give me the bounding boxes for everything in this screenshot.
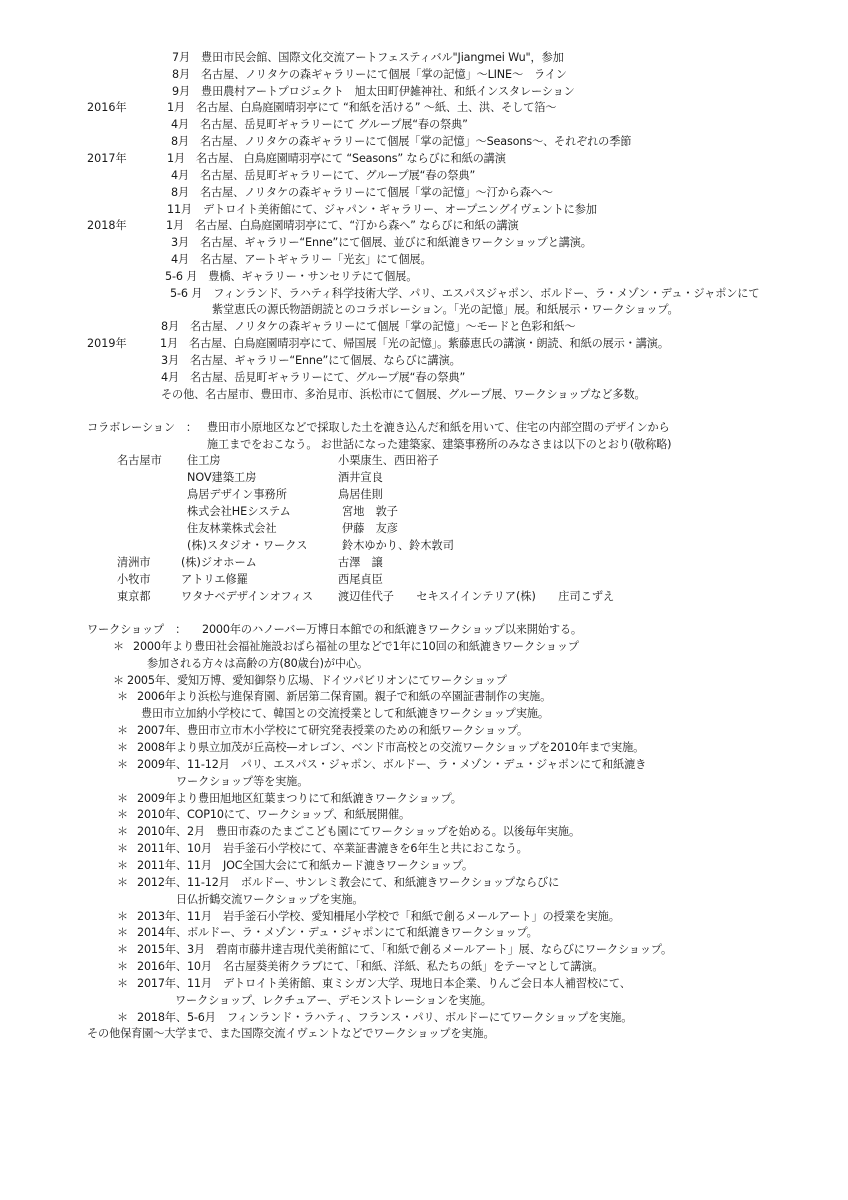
timeline-item: その他、名古屋市、豊田市、多治見市、浜松市にて個展、グループ展、ワークショップなど多数。 <box>161 388 646 401</box>
bullet-star: ＊ <box>117 1011 129 1024</box>
bullet-star: ＊ <box>117 724 129 737</box>
workshop-closing: その他保育園～大学まで、また国際交流イヴェントなどでワークショップを実施。 <box>87 1027 495 1040</box>
timeline-year: 2016年 <box>87 101 127 114</box>
collab-firm: (株)ジオホーム <box>181 556 257 569</box>
bullet-star: ＊ <box>117 926 129 939</box>
workshop-item: 参加される方々は高齢の方(80歳台)が中心。 <box>147 657 369 670</box>
timeline-item: 8月 名古屋、ノリタケの森ギャラリーにて個展「掌の記憶」～汀から森へ～ <box>171 186 553 199</box>
timeline-item: 9月 豊田農村アートプロジェクト 旭太田町伊雑神社、和紙インスタレーション <box>172 85 575 98</box>
timeline-item: 7月 豊田市民会館、国際文化交流アートフェスティバル"Jiangmei Wu"，参加 <box>172 51 564 64</box>
collab-city: 小牧市 <box>117 573 151 586</box>
workshop-item: ワークショップ、レクチュアー、デモンストレーションを実施。 <box>175 994 492 1007</box>
timeline-item: 4月 名古屋、岳見町ギャラリーにて、グループ展“春の祭典” <box>171 169 476 182</box>
workshop-item: 2010年、2月 豊田市森のたまごこども園にてワークショップを始める。以後毎年実施。 <box>137 825 581 838</box>
collaboration-desc: 豊田市小原地区などで採取した土を漉き込んだ和紙を用いて、住宅の内部空間のデザインから <box>207 421 670 434</box>
workshop-item: 2012年、11-12月 ボルドー、サンレミ教会にて、和紙漉きワークショップならびに <box>137 876 560 889</box>
workshop-item: 日仏折鶴交流ワークショップを実施。 <box>176 893 364 906</box>
workshop-intro: 2000年のハノーバー万博日本館での和紙漉きワークショップ以来開始する。 <box>202 623 582 636</box>
workshop-item: 2010年、COP10にて、ワークショップ、和紙展開催。 <box>137 808 411 821</box>
bullet-star: ＊ <box>117 859 129 872</box>
collab-city: 東京都 <box>117 590 151 603</box>
bullet-star: ＊ <box>117 690 129 703</box>
workshop-item: 2011年、11月 JOC全国大会にて和紙カード漉きワークショップ。 <box>137 859 474 872</box>
collab-people: 鳥居佳則 <box>338 488 383 501</box>
workshop-item: ワークショップ等を実施。 <box>176 775 309 788</box>
timeline-year: 2018年 <box>87 219 127 232</box>
bullet-star: ＊ <box>117 960 129 973</box>
timeline-item: 8月 名古屋、ノリタケの森ギャラリーにて個展「掌の記憶」～モードと色彩和紙～ <box>161 320 576 333</box>
collab-city: 清洲市 <box>117 556 151 569</box>
timeline-item: 5-6 月 豊橋、ギャラリー・サンセリテにて個展。 <box>165 270 418 283</box>
bullet-star: ＊ <box>117 977 129 990</box>
collab-firm: 鳥居デザイン事務所 <box>187 488 287 501</box>
collaboration-heading: コラボレーション ： <box>87 421 197 434</box>
bullet-star: ＊ <box>117 758 129 771</box>
timeline-item: 8月 名古屋、ノリタケの森ギャラリーにて個展「掌の記憶」～Seasons～、それぞれの季節 <box>171 135 632 148</box>
collaboration-desc: 施工までをおこなう。 お世話になった建築家、建築事務所のみなさまは以下のとおり(敬称略) <box>207 438 672 451</box>
collab-firm: 株式会社HEシステム <box>187 505 291 518</box>
collab-people: 酒井宣良 <box>338 471 383 484</box>
workshop-item: 2015年、3月 碧南市藤井達吉現代美術館にて、「和紙で創るメールアート」展、ならびにワークショップ。 <box>137 943 673 956</box>
collab-firm: 住工房 <box>187 454 221 467</box>
collab-firm: 住友林業株式会社 <box>187 522 277 535</box>
collab-people: 宮地 敦子 <box>342 505 398 518</box>
workshop-item: 2009年より豊田旭地区紅葉まつりにて和紙漉きワークショップ。 <box>137 792 462 805</box>
bullet-star: ＊ <box>117 876 129 889</box>
workshop-item: 2005年、愛知万博、愛知御祭り広場、ドイツパビリオンにてワークショップ <box>127 674 507 687</box>
workshop-item: 2008年より県立加茂が丘高校—オレゴン、ベンド市高校との交流ワークショップを2010年まで実施。 <box>137 741 645 754</box>
timeline-item: 紫堂恵氏の源氏物語朗読とのコラボレーション。「光の記憶」展。和紙展示・ワークショップ。 <box>212 303 679 316</box>
collab-firm: アトリエ修羅 <box>181 573 248 586</box>
timeline-item: 4月 名古屋、岳見町ギャラリーにて グループ展“春の祭典” <box>171 118 468 131</box>
timeline-item: 1月 名古屋、 白鳥庭園晴羽亭にて “Seasons” ならびに和紙の講演 <box>167 152 506 165</box>
collab-people: 古澤 譲 <box>338 556 383 569</box>
timeline-item: 3月 名古屋、ギャラリー“Enne”にて個展、並びに和紙漉きワークショップと講演。 <box>171 236 592 249</box>
timeline-item: 4月 名古屋、岳見町ギャラリーにて、グループ展“春の祭典” <box>161 371 466 384</box>
collab-city: 名古屋市 <box>117 454 162 467</box>
timeline-item: 1月 名古屋、白鳥庭園晴羽亭にて、帰国展「光の記憶」。紫藤恵氏の講演・朗読、和紙の展示・講演。 <box>160 337 669 350</box>
timeline-item: 1月 名古屋、白鳥庭園晴羽亭にて “和紙を活ける” ～紙、土、洪、そして箔～ <box>167 101 557 114</box>
collab-people: 小栗康生、西田裕子 <box>338 454 439 467</box>
timeline-item: 4月 名古屋、アートギャラリー「光玄」にて個展。 <box>171 253 432 266</box>
bullet-star: ＊ <box>117 842 129 855</box>
timeline-item: 1月 名古屋、白鳥庭園晴羽亭にて、“汀から森へ” ならびに和紙の講演 <box>166 219 519 232</box>
collab-people: 渡辺佳代子 セキスイインテリア(株) 庄司こずえ <box>338 590 615 603</box>
workshop-item: 2009年、11-12月 パリ、エスパス・ジャポン、ボルドー、ラ・メゾン・デュ・ジャポンにて和紙漉き <box>137 758 647 771</box>
workshop-item: 2018年、5-6月 フィンランド・ラハティ、フランス・パリ、ボルドーにてワークショップを実施。 <box>137 1011 633 1024</box>
bullet-star: ＊ <box>117 825 129 838</box>
timeline-item: 3月 名古屋、ギャラリー“Enne”にて個展、ならびに講演。 <box>161 354 461 367</box>
bullet-star: ＊ <box>117 792 129 805</box>
collab-people: 西尾貞臣 <box>338 573 383 586</box>
workshop-item: 2011年、10月 岩手釜石小学校にて、卒業証書漉きを6年生と共におこなう。 <box>137 842 528 855</box>
collab-firm: NOV建築工房 <box>187 471 257 484</box>
bullet-star: ＊ <box>113 640 125 653</box>
workshop-item: 2007年、豊田市立市木小学校にて研究発表授業のための和紙ワークショップ。 <box>137 724 528 737</box>
workshop-item: 豊田市立加納小学校にて、韓国との交流授業として和紙漉きワークショップ実施。 <box>141 707 549 720</box>
timeline-item: 11月 デトロイト美術館にて、ジャパン・ギャラリー、オープニングイヴェントに参加 <box>167 203 597 216</box>
bullet-star: ＊ <box>117 910 129 923</box>
timeline-item: 8月 名古屋、ノリタケの森ギャラリーにて個展「掌の記憶」～LINE～ ライン <box>172 68 567 81</box>
collab-firm: ワタナベデザインオフィス <box>181 590 314 603</box>
bullet-star: ＊ <box>117 808 129 821</box>
collab-people: 伊藤 友彦 <box>342 522 398 535</box>
workshop-item: 2000年より豊田社会福祉施設おばら福祉の里などで1年に10回の和紙漉きワークショップ <box>133 640 579 653</box>
workshop-item: 2013年、11月 岩手釜石小学校、愛知柵尾小学校で「和紙で創るメールアート」の授業を実施。 <box>137 910 620 923</box>
timeline-year: 2017年 <box>87 152 127 165</box>
timeline-item: 5-6 月 フィンランド、ラハティ科学技術大学、パリ、エスパスジャポン、ボルドー、ラ・メゾン・デュ・ジャポンにて <box>170 287 760 300</box>
workshop-item: 2006年より浜松与進保育園、新居第二保育園。親子で和紙の卒園証書制作の実施。 <box>137 690 552 703</box>
workshop-item: 2017年、11月 デトロイト美術館、東ミシガン大学、現地日本企業、りんご会日本人補習校にて、 <box>137 977 631 990</box>
bullet-star: ＊ <box>117 943 129 956</box>
bullet-star: ＊ <box>117 741 129 754</box>
workshop-item: 2014年、ボルドー、ラ・メゾン・デュ・ジャポンにて和紙漉きワークショップ。 <box>137 926 538 939</box>
collab-firm: (株)スタジオ・ワークス <box>187 539 308 552</box>
workshop-item: 2016年、10月 名古屋葵美術クラブにて、「和紙、洋紙、私たちの紙」をテーマとして講演。 <box>137 960 604 973</box>
collab-people: 鈴木ゆかり、鈴木敦司 <box>342 539 454 552</box>
bullet-star: ＊ <box>113 674 125 687</box>
workshop-heading: ワークショップ ： <box>87 623 187 636</box>
timeline-year: 2019年 <box>87 337 127 350</box>
